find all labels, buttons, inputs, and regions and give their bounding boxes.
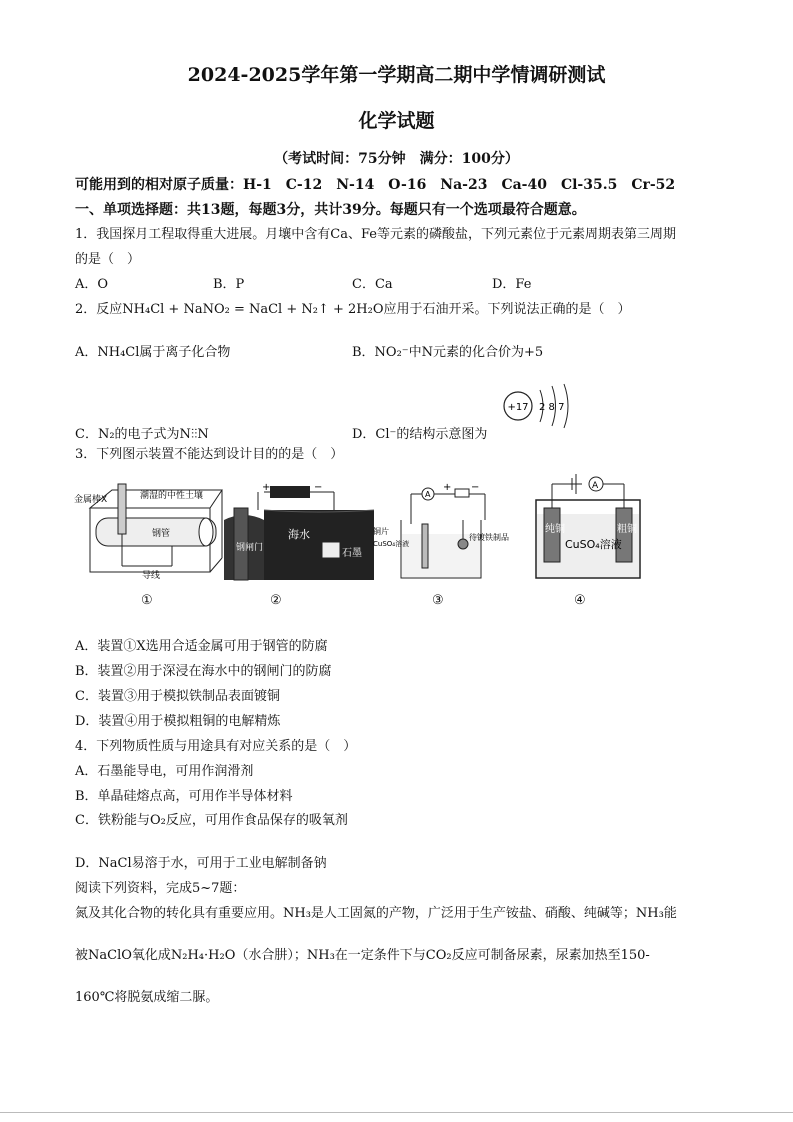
figure-4-refining <box>532 470 642 580</box>
page-bottom-rule <box>0 1112 793 1113</box>
svg-text:+: + <box>262 482 271 493</box>
q2-option-b: B．NO₂⁻中N元素的化合价为+5 <box>352 345 544 360</box>
figure-3-plating <box>373 480 509 580</box>
figure-2-sea-gate <box>224 480 374 580</box>
reading-line1: 氮及其化合物的转化具有重要应用。NH₃是人工固氮的产物，广泛用于生产铵盐、硝酸、纯碱等；NH₃能 <box>75 906 677 921</box>
q3-option-b: B．装置②用于深浸在海水中的钢闸门的防腐 <box>75 664 332 679</box>
q4-option-c: C．铁粉能与O₂反应，可用作食品保存的吸氧剂 <box>75 813 348 828</box>
svg-text:−: − <box>471 482 480 493</box>
fig4-solution-label: CuSO₄溶液 <box>565 538 622 551</box>
q1-stem-line1: 1．我国探月工程取得重大进展。月壤中含有Ca、Fe等元素的磷酸盐，下列元素位于元素周期表第三周期 <box>75 227 676 242</box>
reading-line3: 160℃将脱氨成缩二脲。 <box>75 990 219 1005</box>
figure-1-number: ① <box>141 593 153 608</box>
q1-option-d: D．Fe <box>492 277 532 292</box>
exam-subtitle: 化学试题 <box>358 110 435 132</box>
reading-intro: 阅读下列资料，完成5~7题： <box>75 881 246 896</box>
q2-option-d: D．Cl⁻的结构示意图为 <box>352 427 488 442</box>
q2-option-a: A．NH₄Cl属于离子化合物 <box>75 345 231 360</box>
q1-option-b: B．P <box>213 277 245 292</box>
q4-option-a: A．石墨能导电，可用作润滑剂 <box>75 764 254 779</box>
fig3-solution-label: CuSO₄溶液 <box>373 540 410 548</box>
q1-option-a: A．O <box>75 277 109 292</box>
svg-text:−: − <box>314 482 323 493</box>
q4-stem: 4．下列物质性质与用途具有对应关系的是（ ） <box>75 739 357 754</box>
figure-4-number: ④ <box>574 593 586 608</box>
q3-option-c: C．装置③用于模拟铁制品表面镀铜 <box>75 689 280 704</box>
exam-time-info: （考试时间：75分钟 满分：100分） <box>274 151 519 167</box>
section-heading: 一、单项选择题：共13题，每题3分，共计39分。每题只有一个选项最符合题意。 <box>75 202 586 218</box>
cl-electron-shells: 2 8 7 <box>539 402 565 413</box>
fig1-soil-label: 潮湿的中性土壤 <box>140 491 204 501</box>
figure-1-pipe-protection <box>72 480 222 580</box>
q4-option-b: B．单晶硅熔点高，可用作半导体材料 <box>75 789 293 804</box>
fig2-gate-label: 钢闸门 <box>236 543 264 553</box>
q4-option-d: D．NaCl易溶于水，可用于工业电解制备钠 <box>75 856 327 871</box>
chloride-ion-structure-diagram <box>500 378 590 428</box>
fig1-rod-label: 金属棒X <box>74 495 108 505</box>
fig2-graphite-label: 石墨 <box>342 548 362 559</box>
fig4-crude-label: 粗铜 <box>617 524 637 535</box>
q2-stem: 2．反应NH₄Cl + NaNO₂ = NaCl + N₂↑ + 2H₂O应用于石油开采。下列说法正确的是（ ） <box>75 302 631 317</box>
q3-stem: 3．下列图示装置不能达到设计目的的是（ ） <box>75 447 344 462</box>
reading-line2: 被NaClO氧化成N₂H₄·H₂O（水合肼）；NH₃在一定条件下与CO₂反应可制备尿素，尿素加热至150- <box>75 948 650 963</box>
fig2-sea-label: 海水 <box>288 528 310 541</box>
fig1-pipe-label: 钢管 <box>152 529 171 539</box>
svg-text:+: + <box>443 482 452 493</box>
fig3-fe-label: 待镀铁制品 <box>469 533 509 542</box>
svg-text:A: A <box>592 481 599 491</box>
atomic-masses: 可能用到的相对原子质量：H-1 C-12 N-14 O-16 Na-23 Ca-40 Cl-35.5 Cr-52 <box>75 177 676 193</box>
fig3-cu-label: 铜片 <box>373 527 389 536</box>
q2-option-c: C．N₂的电子式为N⫶⫶N <box>75 427 209 442</box>
q3-option-d: D．装置④用于模拟粗铜的电解精炼 <box>75 714 281 729</box>
q3-option-a: A．装置①X选用合适金属可用于钢管的防腐 <box>75 639 328 654</box>
svg-text:A: A <box>425 490 431 499</box>
figure-2-number: ② <box>270 593 282 608</box>
q1-option-c: C．Ca <box>352 277 393 292</box>
fig1-wire-label: 导线 <box>142 571 161 581</box>
fig4-pure-label: 纯铜 <box>545 524 565 535</box>
exam-title: 2024-2025学年第一学期高二期中学情调研测试 <box>187 64 606 86</box>
q1-stem-line2: 的是（ ） <box>75 252 141 267</box>
figure-3-number: ③ <box>432 593 444 608</box>
cl-nucleus-charge: +17 <box>507 402 529 413</box>
